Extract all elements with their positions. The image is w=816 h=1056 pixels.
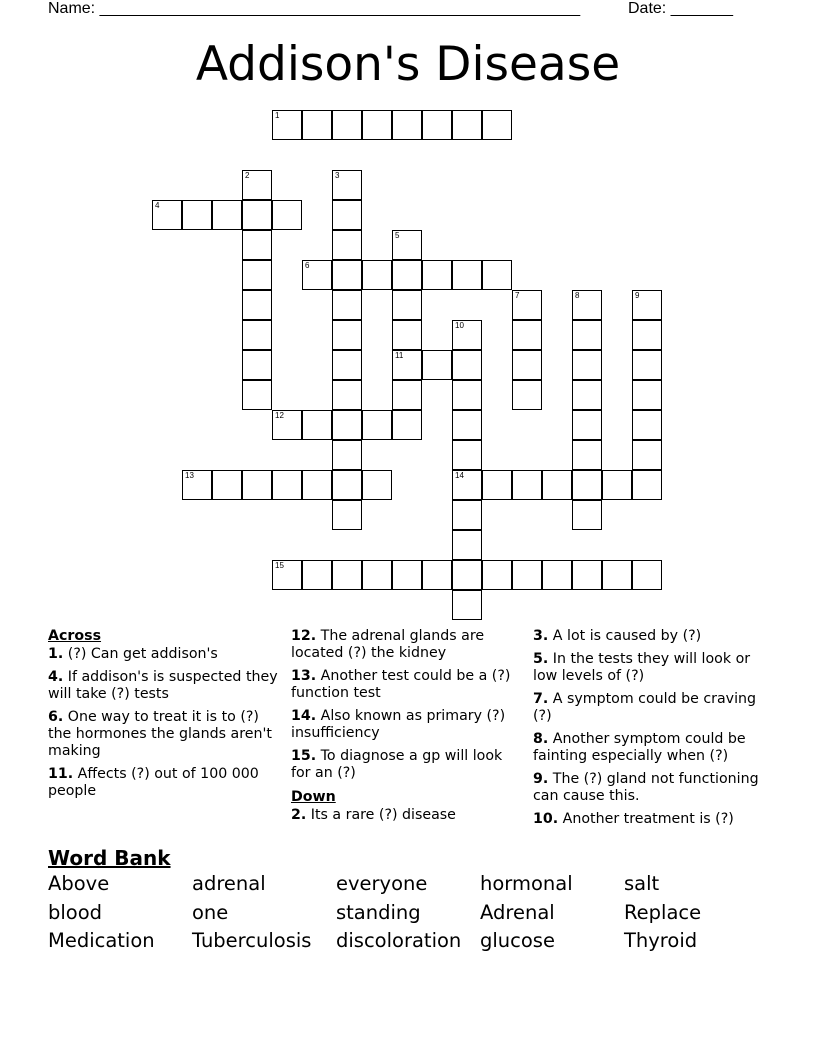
crossword-cell[interactable] xyxy=(632,470,662,500)
crossword-cell[interactable] xyxy=(392,410,422,440)
crossword-cell[interactable] xyxy=(452,500,482,530)
crossword-cell[interactable] xyxy=(632,290,662,320)
name-field-label: Name: ______________________________________________________ xyxy=(48,0,581,17)
clue-number: 15 xyxy=(275,561,284,570)
crossword-cell[interactable] xyxy=(452,260,482,290)
clue-number: 5 xyxy=(395,231,400,240)
crossword-cell[interactable] xyxy=(332,260,362,290)
clue-number: 12 xyxy=(275,411,284,420)
crossword-cell[interactable] xyxy=(302,410,332,440)
crossword-cell[interactable] xyxy=(512,380,542,410)
crossword-cell[interactable] xyxy=(332,230,362,260)
word-bank-item: discoloration xyxy=(336,929,462,953)
crossword-cell[interactable] xyxy=(272,470,302,500)
crossword-cell[interactable] xyxy=(452,110,482,140)
down-heading: Down xyxy=(291,789,336,805)
crossword-cell[interactable] xyxy=(332,320,362,350)
crossword-cell[interactable] xyxy=(242,470,272,500)
date-field-label: Date: _______ xyxy=(628,0,733,17)
word-bank xyxy=(48,872,778,954)
crossword-cell[interactable] xyxy=(362,560,392,590)
crossword-cell[interactable] xyxy=(392,290,422,320)
crossword-cell[interactable] xyxy=(572,410,602,440)
crossword-cell[interactable] xyxy=(632,410,662,440)
word-bank-item: Thyroid xyxy=(624,929,698,953)
clue-down-9: 9. The (?) gland not functioning can cause this. xyxy=(533,771,759,804)
clue-across-12: 12. The adrenal glands are located (?) the kidney xyxy=(291,628,485,661)
word-bank-item: standing xyxy=(336,900,421,924)
crossword-cell[interactable] xyxy=(422,560,452,590)
crossword-cell[interactable] xyxy=(332,560,362,590)
word-bank-item: everyone xyxy=(336,872,428,895)
crossword-cell[interactable] xyxy=(542,470,572,500)
crossword-cell[interactable] xyxy=(242,230,272,260)
clue-number: 7 xyxy=(515,291,520,300)
crossword-cell[interactable] xyxy=(482,470,512,500)
crossword-cell[interactable] xyxy=(302,560,332,590)
word-bank-item: one xyxy=(192,900,229,924)
clues-column-1 xyxy=(48,628,280,806)
across-heading: Across xyxy=(48,628,102,644)
clue-number: 9 xyxy=(635,291,640,300)
word-bank-item: Adrenal xyxy=(480,900,555,924)
word-bank-item: adrenal xyxy=(192,872,266,895)
crossword-cell[interactable] xyxy=(572,350,602,380)
crossword-cell[interactable] xyxy=(242,320,272,350)
crossword-cell[interactable] xyxy=(152,200,182,230)
crossword-cell[interactable] xyxy=(212,200,242,230)
crossword-cell[interactable] xyxy=(482,110,512,140)
crossword-cell[interactable] xyxy=(332,170,362,200)
word-bank-item: Medication xyxy=(48,929,155,953)
clue-number: 1 xyxy=(275,111,280,120)
crossword-cell[interactable] xyxy=(452,590,482,620)
crossword-cell[interactable] xyxy=(452,320,482,350)
crossword-cell[interactable] xyxy=(422,110,452,140)
crossword-cell[interactable] xyxy=(362,470,392,500)
crossword-cell[interactable] xyxy=(512,350,542,380)
crossword-cell[interactable] xyxy=(182,200,212,230)
crossword-cell[interactable] xyxy=(362,110,392,140)
crossword-cell[interactable] xyxy=(332,110,362,140)
crossword-cell[interactable] xyxy=(392,110,422,140)
crossword-cell[interactable] xyxy=(332,350,362,380)
crossword-cell[interactable] xyxy=(422,350,452,380)
crossword-cell[interactable] xyxy=(272,410,302,440)
clue-number: 6 xyxy=(305,261,310,270)
crossword-cell[interactable] xyxy=(632,350,662,380)
crossword-cell[interactable] xyxy=(572,290,602,320)
crossword-cell[interactable] xyxy=(362,410,392,440)
crossword-cell[interactable] xyxy=(512,560,542,590)
crossword-cell[interactable] xyxy=(362,260,392,290)
word-bank-title: Word Bank xyxy=(48,846,171,870)
clue-number: 2 xyxy=(245,171,250,180)
clue-down-5: 5. In the tests they will look or low levels of (?) xyxy=(533,651,751,684)
clue-number: 3 xyxy=(335,171,340,180)
clue-across-6: 6. One way to treat it is to (?) the hormones the glands aren't making xyxy=(48,709,272,759)
crossword-cell[interactable] xyxy=(452,470,482,500)
crossword-cell[interactable] xyxy=(332,290,362,320)
clues-column-3 xyxy=(533,628,773,834)
crossword-cell[interactable] xyxy=(572,380,602,410)
crossword-cell[interactable] xyxy=(332,470,362,500)
clue-number: 11 xyxy=(395,351,404,360)
clue-down-3: 3. A lot is caused by (?) xyxy=(533,628,702,644)
clue-down-10: 10. Another treatment is (?) xyxy=(533,811,734,827)
crossword-cell[interactable] xyxy=(452,530,482,560)
clue-number: 14 xyxy=(455,471,464,480)
word-bank-item: salt xyxy=(624,872,660,895)
clue-down-2: 2. Its a rare (?) disease xyxy=(291,807,456,823)
crossword-cell[interactable] xyxy=(392,260,422,290)
clue-number: 10 xyxy=(455,321,464,330)
crossword-cell[interactable] xyxy=(572,320,602,350)
crossword-cell[interactable] xyxy=(452,350,482,380)
crossword-cell[interactable] xyxy=(452,560,482,590)
crossword-cell[interactable] xyxy=(332,440,362,470)
crossword-cell[interactable] xyxy=(242,170,272,200)
clue-across-15: 15. To diagnose a gp will look for an (?) xyxy=(291,748,503,781)
crossword-cell[interactable] xyxy=(242,380,272,410)
word-bank-item: blood xyxy=(48,900,103,924)
word-bank-item: Above xyxy=(48,872,110,895)
crossword-cell[interactable] xyxy=(392,560,422,590)
crossword-cell[interactable] xyxy=(422,260,452,290)
crossword-cell[interactable] xyxy=(392,320,422,350)
clue-across-11: 11. Affects (?) out of 100 000 people xyxy=(48,766,259,799)
crossword-cell[interactable] xyxy=(272,560,302,590)
clue-down-7: 7. A symptom could be craving (?) xyxy=(533,691,757,724)
crossword-cell[interactable] xyxy=(572,470,602,500)
crossword-cell[interactable] xyxy=(452,380,482,410)
crossword-cell[interactable] xyxy=(482,260,512,290)
crossword-cell[interactable] xyxy=(272,200,302,230)
crossword-cell[interactable] xyxy=(632,320,662,350)
crossword-cell[interactable] xyxy=(242,290,272,320)
crossword-cell[interactable] xyxy=(302,110,332,140)
crossword-cell[interactable] xyxy=(632,380,662,410)
clue-number: 4 xyxy=(155,201,160,210)
crossword-cell[interactable] xyxy=(392,230,422,260)
crossword-cell[interactable] xyxy=(242,200,272,230)
clue-across-1: 1. (?) Can get addison's xyxy=(48,646,218,662)
crossword-cell[interactable] xyxy=(392,380,422,410)
word-bank-item: Replace xyxy=(624,900,702,924)
crossword-cell[interactable] xyxy=(242,350,272,380)
page-title: Addison's Disease xyxy=(195,37,621,92)
clue-across-14: 14. Also known as primary (?) insufficiency xyxy=(291,708,506,741)
crossword-cell[interactable] xyxy=(602,560,632,590)
crossword-cell[interactable] xyxy=(482,560,512,590)
crossword-cell[interactable] xyxy=(452,440,482,470)
crossword-cell[interactable] xyxy=(332,200,362,230)
crossword-cell[interactable] xyxy=(572,500,602,530)
word-bank-item: Tuberculosis xyxy=(192,929,312,953)
crossword-cell[interactable] xyxy=(602,470,632,500)
clues-column-2 xyxy=(291,628,523,830)
crossword-cell[interactable] xyxy=(392,350,422,380)
word-bank-item: hormonal xyxy=(480,872,573,895)
crossword-cell[interactable] xyxy=(182,470,212,500)
crossword-cell[interactable] xyxy=(452,410,482,440)
clue-number: 13 xyxy=(185,471,194,480)
crossword-cell[interactable] xyxy=(632,440,662,470)
clue-across-4: 4. If addison's is suspected they will take (?) tests xyxy=(48,669,278,702)
crossword-cell[interactable] xyxy=(272,110,302,140)
crossword-cell[interactable] xyxy=(572,440,602,470)
crossword-cell[interactable] xyxy=(572,560,602,590)
crossword-cell[interactable] xyxy=(512,290,542,320)
clue-across-13: 13. Another test could be a (?) function test xyxy=(291,668,511,701)
clue-number: 8 xyxy=(575,291,580,300)
crossword-cell[interactable] xyxy=(302,470,332,500)
crossword-cell[interactable] xyxy=(542,560,572,590)
crossword-cell[interactable] xyxy=(332,410,362,440)
word-bank-item: glucose xyxy=(480,929,555,953)
clue-down-8: 8. Another symptom could be fainting especially when (?) xyxy=(533,731,746,764)
crossword-cell[interactable] xyxy=(242,260,272,290)
crossword-cell[interactable] xyxy=(212,470,242,500)
crossword-cell[interactable] xyxy=(332,500,362,530)
crossword-cell[interactable] xyxy=(332,380,362,410)
crossword-cell[interactable] xyxy=(512,320,542,350)
crossword-cell[interactable] xyxy=(302,260,332,290)
crossword-cell[interactable] xyxy=(512,470,542,500)
crossword-cell[interactable] xyxy=(632,560,662,590)
